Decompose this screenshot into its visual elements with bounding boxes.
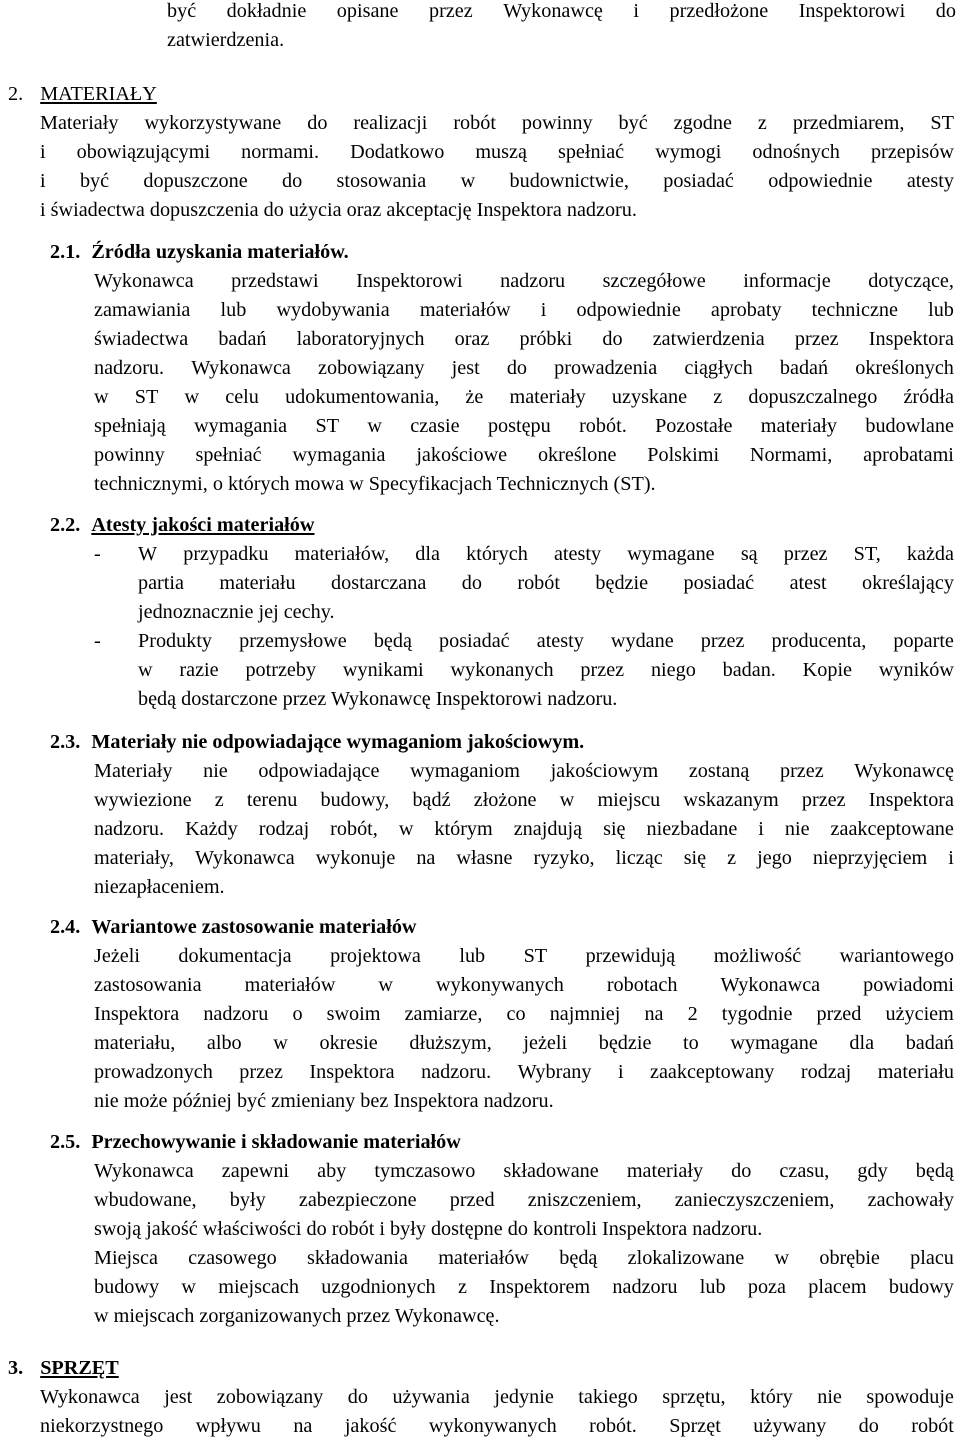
body-line: swoją jakość właściwości do robót i były dostępne do kontroli Inspektora nadzoru. <box>94 1218 763 1240</box>
body-line: Wykonawca jest zobowiązany do używania jedynie takiego sprzętu, który nie spowoduje <box>40 1386 954 1408</box>
body-line: zatwierdzenia. <box>167 29 285 51</box>
body-line: spełniają wymagania ST w czasie postępu robót. Pozostałe materiały budowlane <box>94 415 954 437</box>
bullet-line: w razie potrzeby wynikami wykonanych przez niego badan. Kopie wyników <box>138 659 954 681</box>
body-line: w ST w celu udokumentowania, że materiały uzyskane z dopuszczalnego źródła <box>94 386 954 408</box>
body-line: być dokładnie opisane przez Wykonawcę i przedłożone Inspektorowi do <box>167 0 956 22</box>
subsection-number: 2.5. <box>50 1131 81 1153</box>
section-title: MATERIAŁY <box>40 83 157 105</box>
body-line: zastosowania materiałów w wykonywanych robotach Wykonawca powiadomi <box>94 974 954 996</box>
body-line: świadectwa badań laboratoryjnych oraz próbki do zatwierdzenia przez Inspektora <box>94 328 954 350</box>
subsection-title: Wariantowe zastosowanie materiałów <box>91 916 417 938</box>
section-heading <box>8 80 157 109</box>
bullet-dash: - <box>94 630 101 652</box>
body-line: nadzoru. Każdy rodzaj robót, w którym znajdują się niezbadane i nie zaakceptowane <box>94 818 954 840</box>
body-line: Materiały wykorzystywane do realizacji robót powinny być zgodne z przedmiarem, ST <box>40 112 954 134</box>
bullet-line: będą dostarczone przez Wykonawcę Inspektorowi nadzoru. <box>138 688 618 710</box>
subsection-number: 2.2. <box>50 514 81 536</box>
body-line: materiały, Wykonawca wykonuje na własne ryzyko, licząc się z jego nieprzyjęciem i <box>94 847 954 869</box>
subsection-number: 2.4. <box>50 916 81 938</box>
body-line: wywiezione z terenu budowy, bądź złożone w miejscu wskazanym przez Inspektora <box>94 789 954 811</box>
body-line: budowy w miejscach uzgodnionych z Inspektorem nadzoru lub poza placem budowy <box>94 1276 954 1298</box>
subsection-heading <box>50 913 417 942</box>
subsection-title: Przechowywanie i składowanie materiałów <box>91 1131 461 1153</box>
body-line: Inspektora nadzoru o swoim zamiarze, co najmniej na 2 tygodnie przed użyciem <box>94 1003 954 1025</box>
body-line: wbudowane, były zabezpieczone przed zniszczeniem, zanieczyszczeniem, zachowały <box>94 1189 954 1211</box>
body-line: Miejsca czasowego składowania materiałów będą zlokalizowane w obrębie placu <box>94 1247 954 1269</box>
body-line: prowadzonych przez Inspektora nadzoru. Wybrany i zaakceptowany rodzaj materiału <box>94 1061 954 1083</box>
subsection-number: 2.3. <box>50 731 81 753</box>
body-line: i być dopuszczone do stosowania w budownictwie, posiadać odpowiednie atesty <box>40 170 954 192</box>
subsection-heading <box>50 511 314 540</box>
subsection-number: 2.1. <box>50 241 81 263</box>
subsection-heading <box>50 1128 461 1157</box>
bullet-line: W przypadku materiałów, dla których atesty wymagane są przez ST, każda <box>138 543 954 565</box>
body-line: Wykonawca zapewni aby tymczasowo składowane materiały do czasu, gdy będą <box>94 1160 954 1182</box>
body-line: nie może później być zmieniany bez Inspektora nadzoru. <box>94 1090 554 1112</box>
body-line: powinny spełniać wymagania jakościowe określone Polskimi Normami, aprobatami <box>94 444 954 466</box>
body-line: Materiały nie odpowiadające wymaganiom jakościowym zostaną przez Wykonawcę <box>94 760 954 782</box>
subsection-title: Atesty jakości materiałów <box>91 514 315 536</box>
bullet-line: Produkty przemysłowe będą posiadać atesty wydane przez producenta, poparte <box>138 630 954 652</box>
bullet-line: jednoznacznie jej cechy. <box>138 601 335 623</box>
subsection-heading <box>50 728 584 757</box>
section-number: 2. <box>8 83 24 105</box>
body-line: niezapłaceniem. <box>94 876 225 898</box>
body-line: materiału, albo w okresie dłuższym, jeżeli będzie to wymagane dla badań <box>94 1032 954 1054</box>
body-line: Jeżeli dokumentacja projektowa lub ST przewidują możliwość wariantowego <box>94 945 954 967</box>
body-line: Wykonawca przedstawi Inspektorowi nadzoru szczegółowe informacje dotyczące, <box>94 270 954 292</box>
body-line: i świadectwa dopuszczenia do użycia oraz akceptację Inspektora nadzoru. <box>40 199 637 221</box>
body-line: technicznymi, o których mowa w Specyfikacjach Technicznych (ST). <box>94 473 656 495</box>
subsection-title: Materiały nie odpowiadające wymaganiom jakościowym. <box>91 731 585 753</box>
body-line: zamawiania lub wydobywania materiałów i odpowiednie aprobaty techniczne lub <box>94 299 954 321</box>
body-line: niekorzystnego wpływu na jakość wykonywanych robót. Sprzęt używany do robót <box>40 1415 954 1437</box>
bullet-dash: - <box>94 543 101 565</box>
section-title: SPRZĘT <box>40 1357 119 1379</box>
body-line: nadzoru. Wykonawca zobowiązany jest do prowadzenia ciągłych badań określonych <box>94 357 954 379</box>
section-number: 3. <box>8 1357 24 1379</box>
subsection-heading <box>50 238 349 267</box>
body-line: w miejscach zorganizowanych przez Wykonawcę. <box>94 1305 500 1327</box>
bullet-line: partia materiału dostarczana do robót będzie posiadać atest określający <box>138 572 954 594</box>
body-line: i obowiązującymi normami. Dodatkowo muszą spełniać wymogi odnośnych przepisów <box>40 141 954 163</box>
section-heading <box>8 1354 119 1383</box>
subsection-title: Źródła uzyskania materiałów. <box>91 241 349 263</box>
